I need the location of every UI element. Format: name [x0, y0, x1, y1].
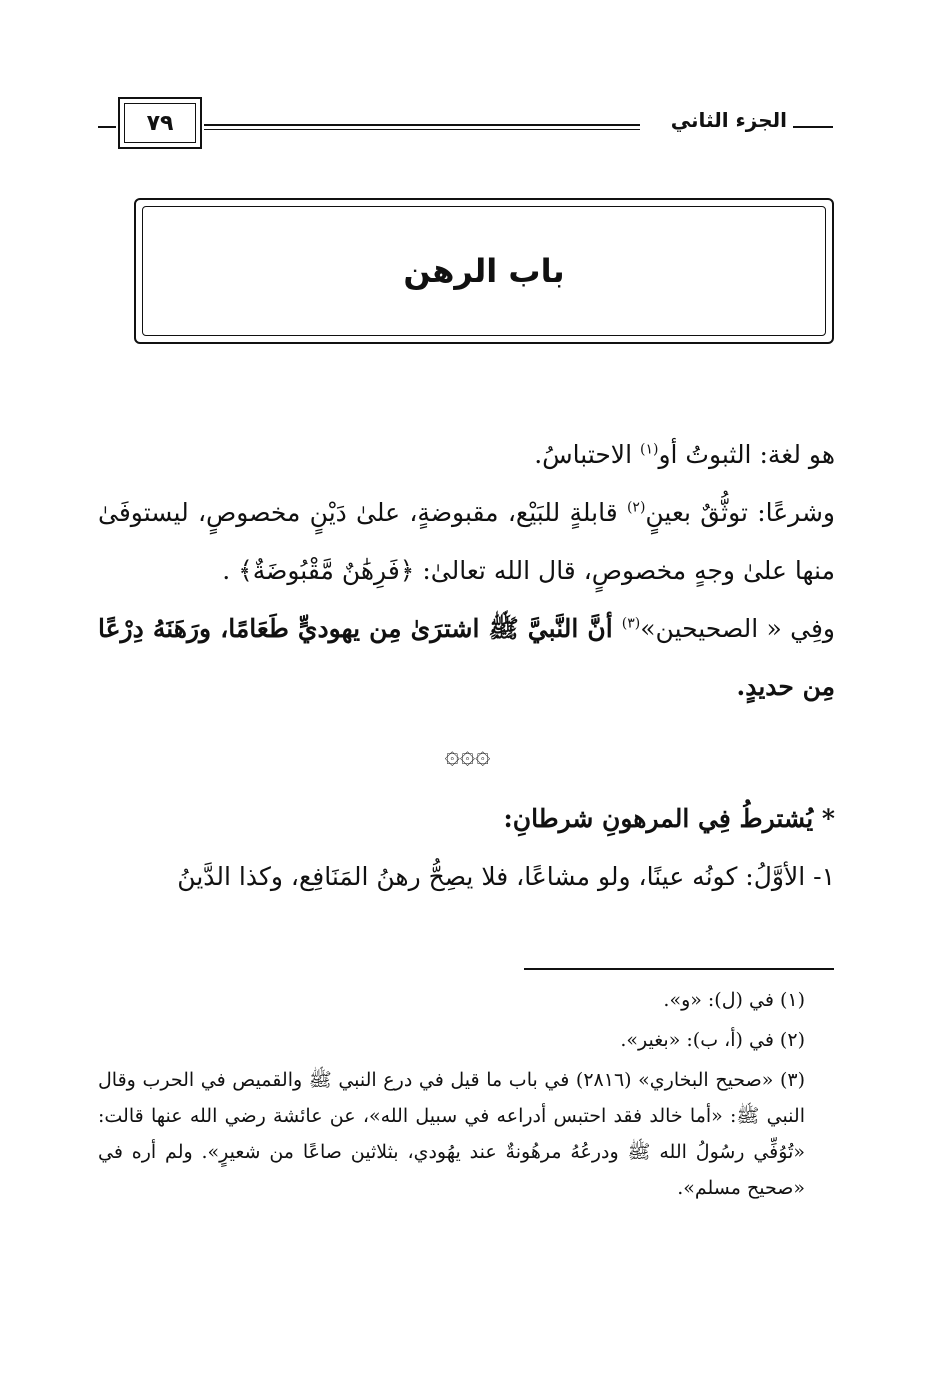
body-section-1 — [98, 426, 835, 716]
running-title: الجزء الثاني — [670, 108, 787, 132]
header-rule-right-short — [793, 126, 833, 128]
paragraph-hadith: وفِي « الصحيحين»$^{(٣)}$ أنَّ النَّبيَّ ﷺ اشترَىٰ مِن يهوديٍّ طَعَامًا، ورَهَنَهُ دِرْعًا مِن حديدٍ. — [98, 614, 836, 701]
footnote-separator — [524, 968, 834, 970]
section-divider-ornaments: ۞۞۞ — [444, 740, 491, 770]
footnote-ref-1[interactable]: (١) — [639, 441, 659, 458]
paragraph-definition-legal: وشرعًا: توثُّقٌ بعينٍ$^{(٢)}$ قابلةٍ للبَيْع، مقبوضةٍ، علىٰ دَيْنٍ مخصوصٍ، ليستوفَىٰ منها علىٰ وجهٍ مخصوصٍ، قال الله تعالىٰ: ﴿فَرِهَٰنٌ مَّقْبُوضَةٌ﴾ . — [98, 498, 835, 585]
footnote-2: (٢) في (أ، ب): «بغير». — [620, 1029, 805, 1051]
header-rule-middle — [204, 124, 640, 126]
header-rule-left-short — [98, 126, 116, 128]
footnote-3: (٣) «صحيح البخاري» (٢٨١٦) في باب ما قيل في درع النبي ﷺ والقميص في الحرب وقال النبي ﷺ: «أما خالد فقد احتبس أدراعه في سبيل الله»، عن عائشة رضي الله عنها قالت: «تُوُفِّي رسُولُ الله ﷺ ودرعُهُ مرهُونةٌ عند يهُودي، بثلاثين صاعًا من شعيرٍ». ولم أره في «صحيح مسلم». — [98, 1069, 805, 1199]
paragraph-condition-1: ١- الأوَّلُ: كونُه عينًا، ولو مشاعًا، فلا يصِحُّ رهنُ المَنَافِع، وكذا الدَّينُ — [177, 862, 835, 891]
page-number: ٧٩ — [146, 110, 174, 136]
footnote-1: (١) في (ل): «و». — [663, 989, 805, 1011]
paragraph-conditions-heading: * يُشترطُ فِي المرهونِ شرطانِ: — [503, 804, 835, 833]
footnote-ref-2[interactable]: (٢) — [626, 499, 646, 516]
chapter-title: باب الرهن — [403, 252, 565, 290]
footnote-ref-3[interactable]: (٣) — [621, 615, 641, 632]
body-section-2 — [98, 790, 835, 906]
chapter-title-frame — [134, 198, 834, 344]
paragraph-definition-language: هو لغة: الثبوتُ أو$^{(١)}$ الاحتباسُ. — [534, 440, 835, 469]
header-rule-middle-thin — [204, 129, 640, 130]
page-number-box — [118, 97, 202, 149]
footnotes — [98, 982, 835, 1210]
